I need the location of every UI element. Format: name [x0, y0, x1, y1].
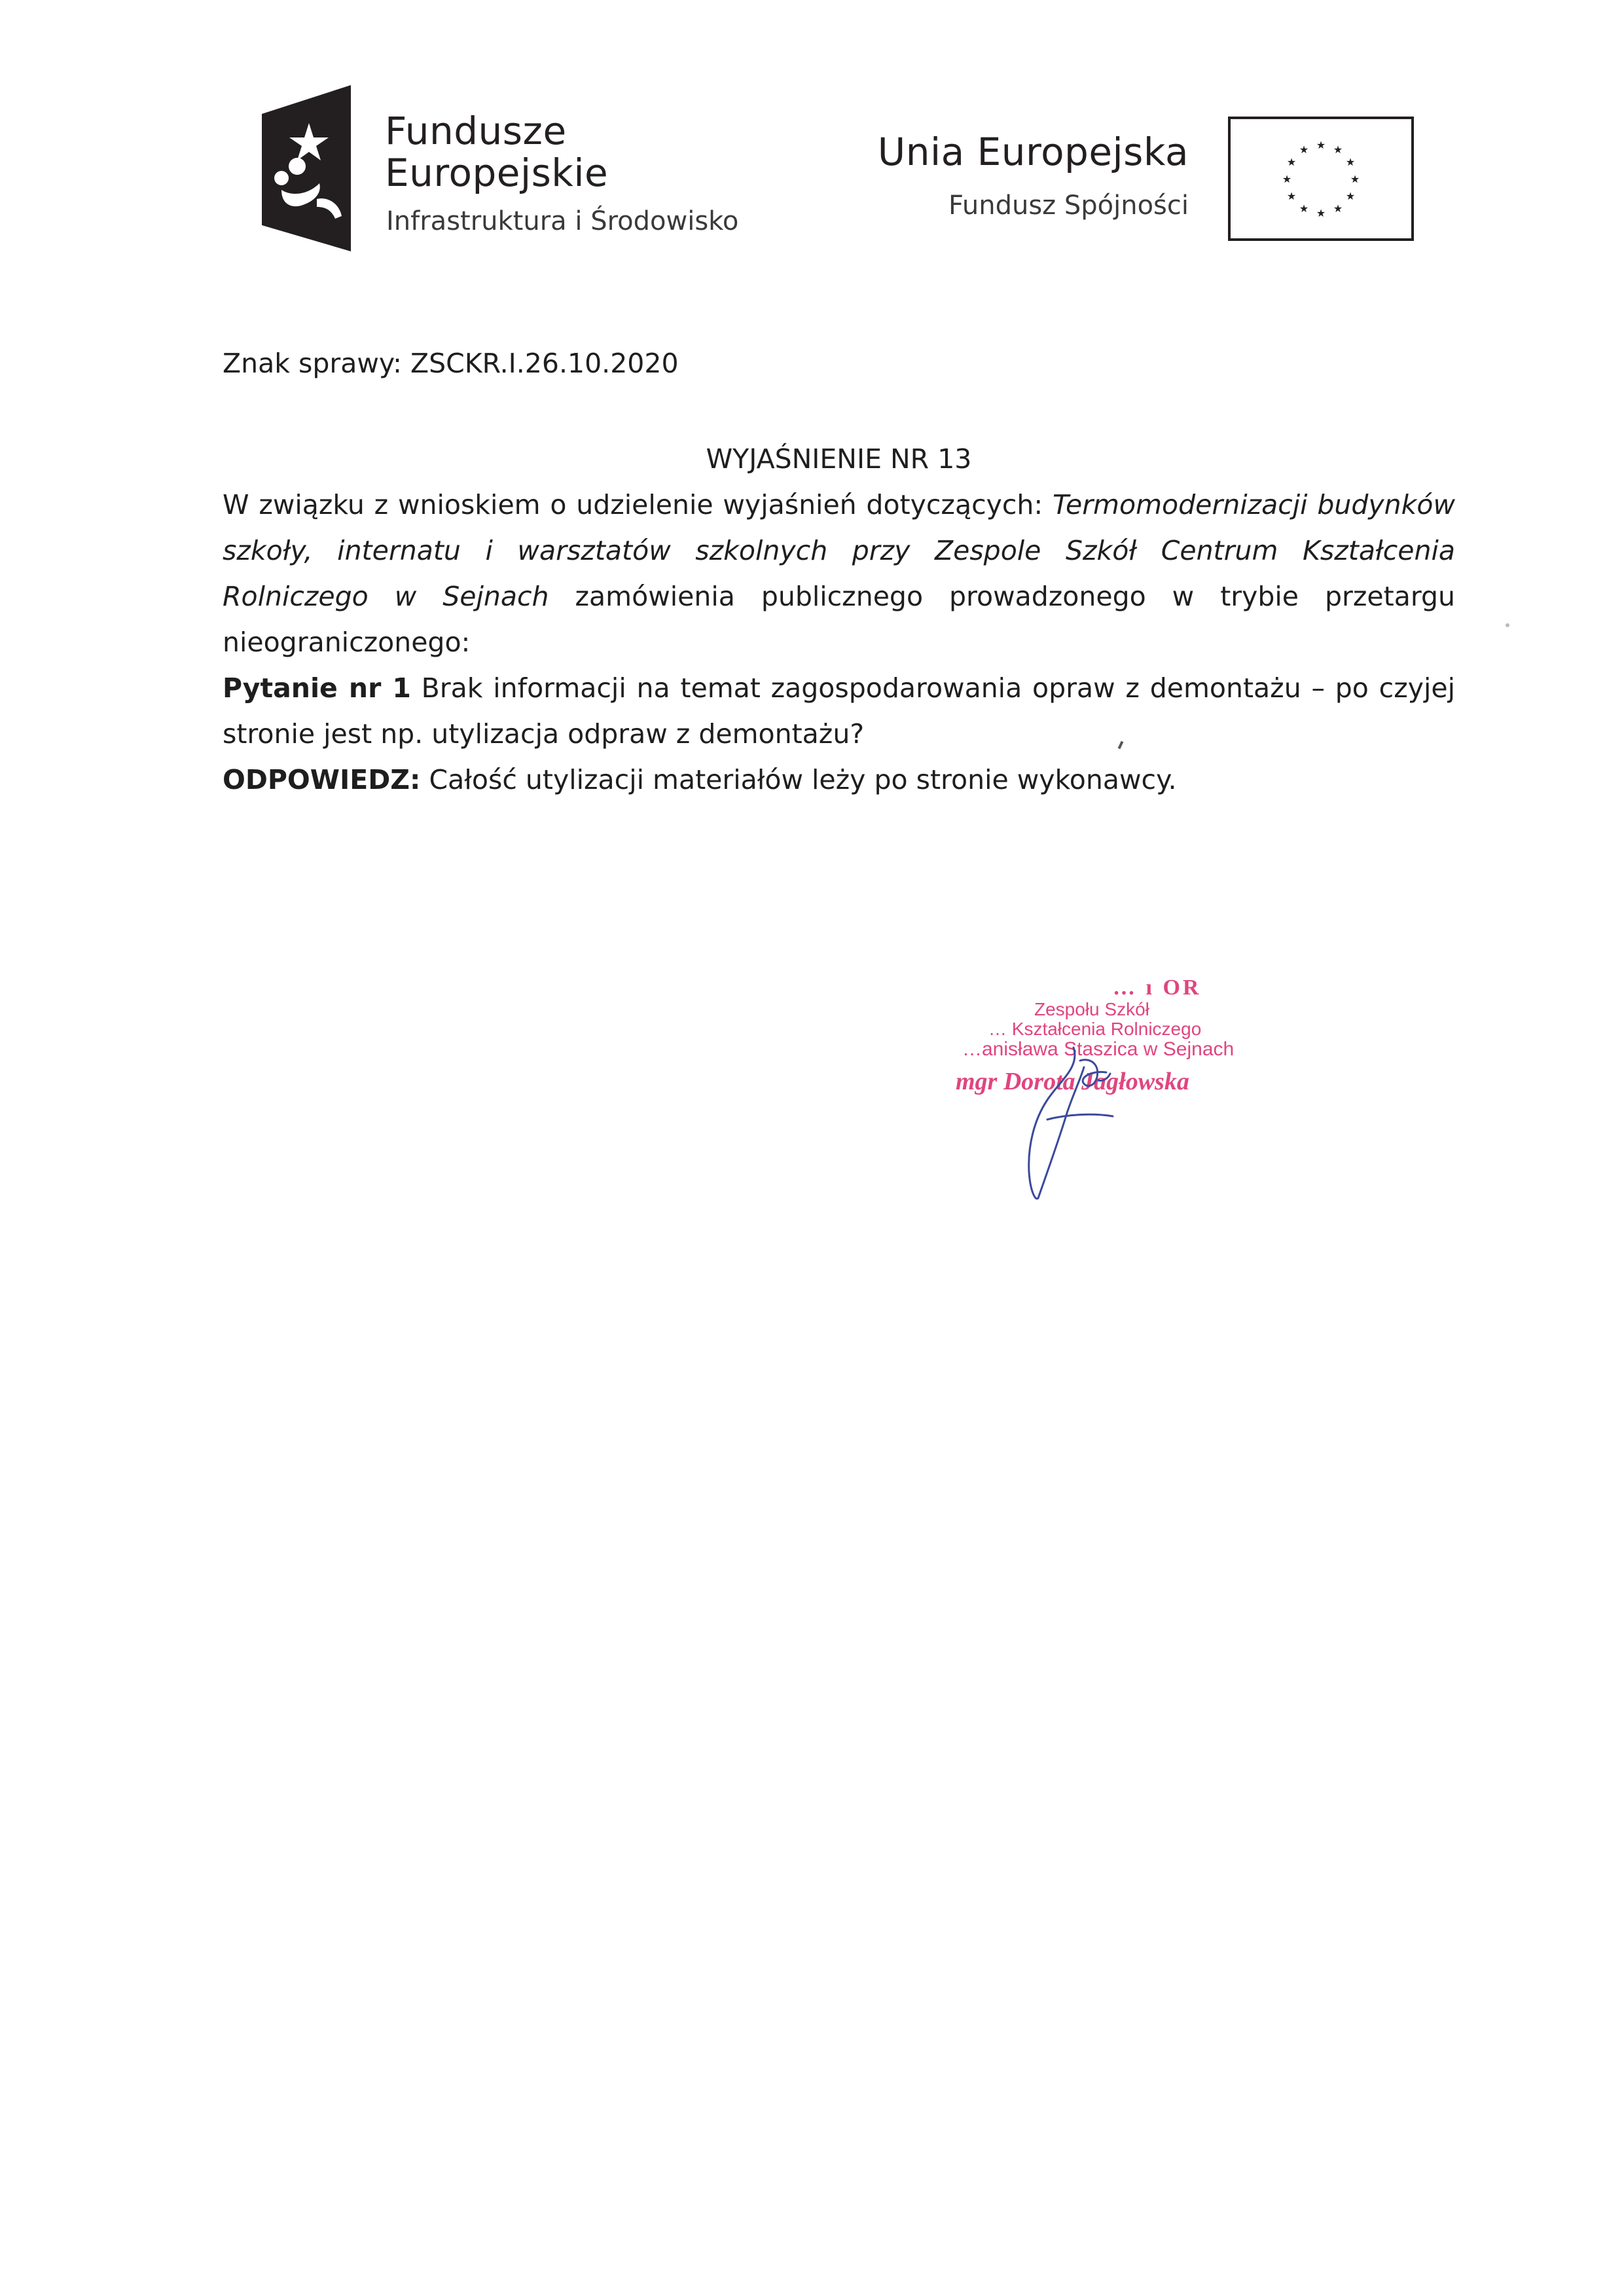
eu-star-icon: ★: [1345, 190, 1356, 202]
intro-suffix: zamówienia publicznego prowadzonego w trybie przetargu nieograniczonego:: [223, 581, 1455, 658]
question-text: Brak informacji na temat zagospodarowania opraw z demontażu – po czyjej stronie jest np. utylizacja odpraw z demontażu?: [223, 672, 1455, 750]
ue-title: Unia Europejska: [877, 130, 1189, 174]
ue-subtitle: Fundusz Spójności: [948, 191, 1189, 221]
eu-star-icon: ★: [1286, 190, 1297, 202]
intro-paragraph: [223, 482, 1455, 665]
question-paragraph: [223, 665, 1455, 757]
answer-text: Całość utylizacji materiałów leży po stronie wykonawcy.: [420, 764, 1177, 795]
eu-star-icon: ★: [1333, 143, 1343, 156]
answer-paragraph: [223, 757, 1455, 803]
handwritten-signature: [982, 1041, 1178, 1211]
eu-star-icon: ★: [1333, 202, 1343, 215]
stamp-line-2: Zespołu Szkół: [1034, 999, 1149, 1019]
case-reference: Znak sprawy: ZSCKR.I.26.10.2020: [223, 348, 679, 379]
eu-flag-icon: [1228, 117, 1414, 241]
stamp-line-5: mgr Dorota Jagłowska: [956, 1068, 1189, 1095]
intro-prefix: W związku z wnioskiem o udzielenie wyjaśnień dotyczących:: [223, 489, 1053, 520]
fe-title-line2: Europejskie: [385, 151, 609, 195]
intro-subject: Termomodernizacji budynków szkoły, internatu i warsztatów szkolnych przy Zespole Szkół Centrum Kształcenia Rolniczego w Sejnach: [223, 489, 1455, 612]
stamp-line-1: … ı OR: [1113, 975, 1202, 1000]
eu-star-icon: ★: [1282, 173, 1292, 185]
eu-star-icon: ★: [1350, 173, 1360, 185]
eu-star-icon: ★: [1316, 139, 1326, 151]
scan-speck: [1506, 623, 1509, 627]
eu-star-icon: ★: [1345, 156, 1356, 168]
fe-subtitle: Infrastruktura i Środowisko: [386, 206, 739, 236]
fe-title-line1: Fundusze: [385, 109, 567, 153]
document-title: WYJAŚNIENIE NR 13: [706, 443, 972, 475]
eu-star-icon: ★: [1316, 207, 1326, 219]
question-label: Pytanie nr 1: [223, 672, 411, 704]
stamp-line-4: …anisława Staszica w Sejnach: [962, 1038, 1235, 1060]
stamp-line-3: … Kształcenia Rolniczego: [988, 1019, 1202, 1039]
eu-star-icon: ★: [1299, 143, 1309, 156]
fundusze-europejskie-logo: [262, 85, 351, 251]
eu-star-icon: ★: [1299, 202, 1309, 215]
eu-star-icon: ★: [1286, 156, 1297, 168]
answer-label: ODPOWIEDZ:: [223, 764, 421, 795]
